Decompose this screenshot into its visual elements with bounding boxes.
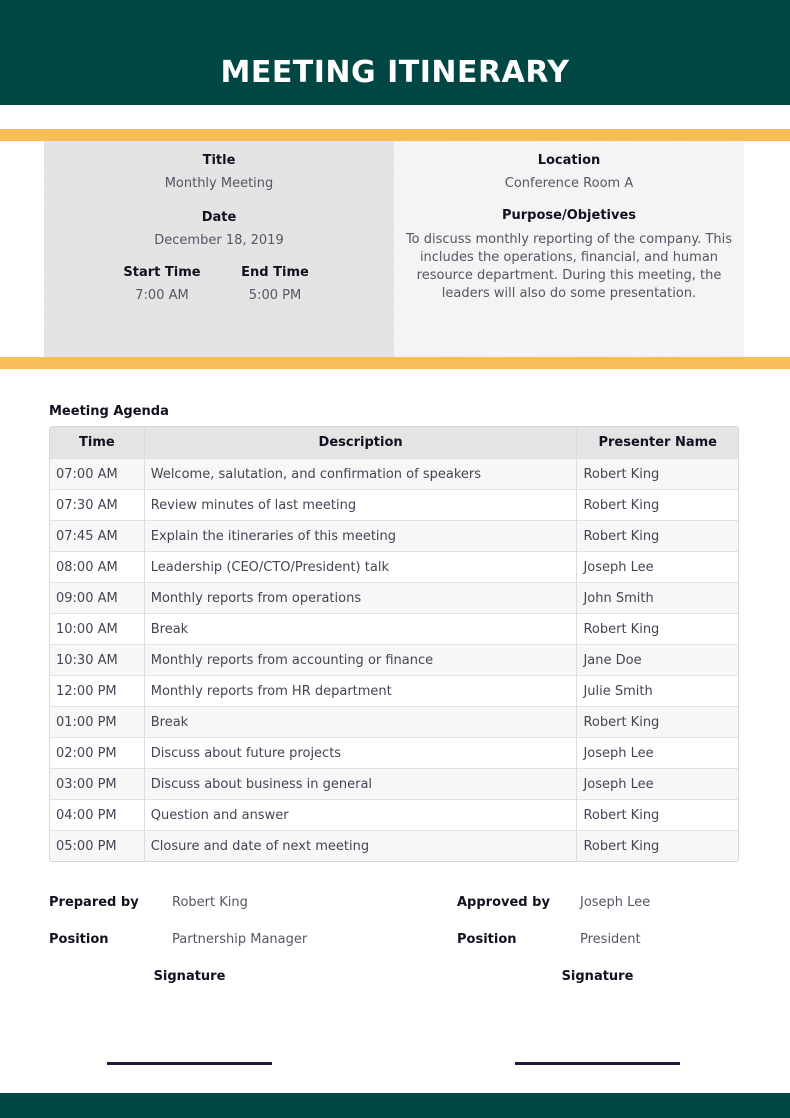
start-time-label: Start Time [123,265,201,280]
agenda-description-cell: Monthly reports from HR department [144,676,577,706]
end-time-label: End Time [241,265,309,280]
agenda-description-cell: Explain the itineraries of this meeting [144,521,577,551]
agenda-presenter-cell: Robert King [576,490,738,520]
purpose-value: To discuss monthly reporting of the company. This includes the operations, financial, and human resource department. During this meeting, the leaders will also do some presentation. [405,232,733,301]
header-presenter: Presenter Name [576,427,738,458]
table-row [50,737,738,768]
agenda-presenter-cell: John Smith [576,583,738,613]
agenda-description-cell: Discuss about business in general [144,769,577,799]
agenda-description-cell: Review minutes of last meeting [144,490,577,520]
end-time-value: 5:00 PM [248,288,302,303]
agenda-time-cell: 08:00 AM [56,559,118,575]
location-label: Location [537,153,601,168]
approved-signature-label: Signature [561,969,634,984]
agenda-time-cell: 07:30 AM [56,497,118,513]
agenda-time-cell: 02:00 PM [56,745,117,761]
table-row [50,644,738,675]
approved-by-label: Approved by [457,895,550,910]
agenda-time-cell: 07:45 AM [56,528,118,544]
table-row [50,582,738,613]
agenda-description-cell: Monthly reports from accounting or finance [144,645,577,675]
agenda-presenter-cell: Robert King [576,521,738,551]
agenda-description-cell: Welcome, salutation, and confirmation of speakers [144,459,577,489]
purpose-label: Purpose/Objetives [501,208,637,223]
agenda-presenter-cell: Robert King [576,459,738,489]
agenda-time-cell: 09:00 AM [56,590,118,606]
agenda-time-cell: 10:30 AM [56,652,118,668]
header-description: Description [144,427,577,458]
footer-band [0,1093,790,1118]
agenda-description-cell: Leadership (CEO/CTO/President) talk [144,552,577,582]
approved-by-value: Joseph Lee [580,895,651,910]
table-row [50,799,738,830]
agenda-description-cell: Break [144,707,577,737]
location-value: Conference Room A [504,176,634,191]
agenda-time-cell: 03:00 PM [56,776,117,792]
header-time: Time [79,435,115,450]
table-row [50,675,738,706]
date-value: December 18, 2019 [154,233,284,248]
table-row [50,830,738,861]
prepared-position-value: Partnership Manager [172,932,308,947]
agenda-presenter-cell: Joseph Lee [576,769,738,799]
agenda-title: Meeting Agenda [49,404,169,419]
agenda-presenter-cell: Robert King [576,614,738,644]
gold-divider-top [0,129,790,141]
agenda-presenter-cell: Robert King [576,831,738,861]
title-label: Title [202,153,236,168]
date-label: Date [201,210,237,225]
prepared-position-label: Position [49,932,109,947]
info-panel-left [44,141,394,357]
agenda-table [49,426,739,862]
table-row [50,768,738,799]
approved-position-label: Position [457,932,517,947]
prepared-by-value: Robert King [172,895,248,910]
agenda-description-cell: Monthly reports from operations [144,583,577,613]
agenda-description-cell: Question and answer [144,800,577,830]
gold-divider-bottom [0,357,790,369]
agenda-time-cell: 05:00 PM [56,838,117,854]
agenda-time-cell: 01:00 PM [56,714,117,730]
table-row [50,613,738,644]
page-title: MEETING ITINERARY [220,55,570,90]
prepared-by-label: Prepared by [49,895,139,910]
approved-signature-line [515,1062,680,1065]
start-time-value: 7:00 AM [135,288,189,303]
agenda-presenter-cell: Robert King [576,707,738,737]
prepared-signature-label: Signature [153,969,226,984]
agenda-time-cell: 07:00 AM [56,466,118,482]
table-row [50,551,738,582]
approved-position-value: President [580,932,641,947]
agenda-time-cell: 10:00 AM [56,621,118,637]
table-row [50,706,738,737]
agenda-time-cell: 04:00 PM [56,807,117,823]
agenda-description-cell: Closure and date of next meeting [144,831,577,861]
table-row [50,520,738,551]
agenda-time-cell: 12:00 PM [56,683,117,699]
agenda-description-cell: Break [144,614,577,644]
agenda-presenter-cell: Joseph Lee [576,552,738,582]
agenda-presenter-cell: Jane Doe [576,645,738,675]
agenda-presenter-cell: Robert King [576,800,738,830]
table-row [50,458,738,489]
agenda-header-row [50,427,738,458]
agenda-description-cell: Discuss about future projects [144,738,577,768]
agenda-presenter-cell: Joseph Lee [576,738,738,768]
title-value: Monthly Meeting [164,176,274,191]
prepared-signature-line [107,1062,272,1065]
table-row [50,489,738,520]
agenda-presenter-cell: Julie Smith [576,676,738,706]
